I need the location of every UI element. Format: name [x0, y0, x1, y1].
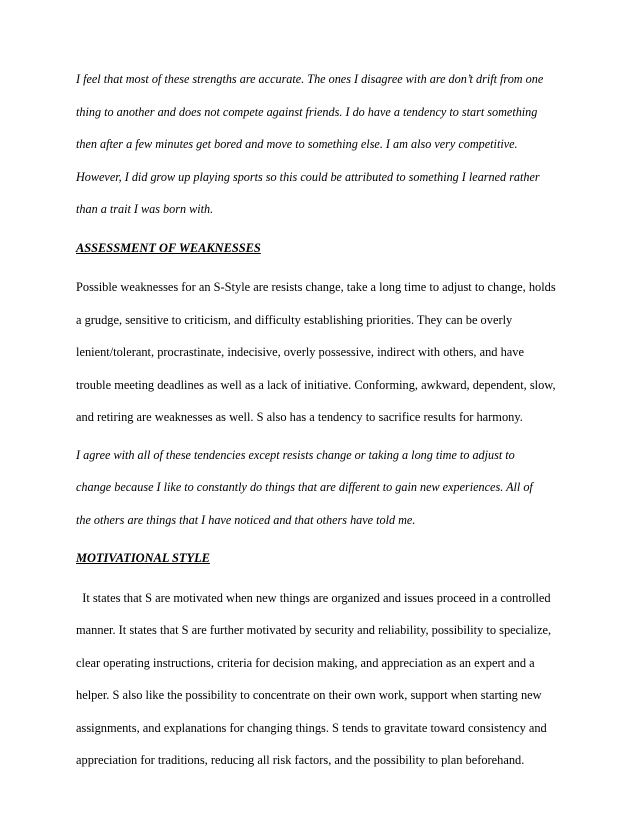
motivational-heading: MOTIVATIONAL STYLE [76, 551, 210, 565]
paragraph-line: helper. S also like the possibility to concentrate on their own work, support when starting new [76, 688, 542, 702]
paragraph-line: and retiring are weaknesses as well. S also has a tendency to sacrifice results for harmony. [76, 410, 523, 424]
paragraph-line: manner. It states that S are further motivated by security and reliability, possibility to specialize, [76, 623, 552, 637]
paragraph-line: lenient/tolerant, procrastinate, indecisive, overly possessive, indirect with others, and have [76, 345, 524, 359]
weaknesses-response-paragraph [76, 439, 566, 537]
paragraph-line: a grudge, sensitive to criticism, and difficulty establishing priorities. They can be overly [76, 312, 513, 327]
paragraph-line: appreciation for traditions, reducing all risk factors, and the possibility to plan beforehand. [76, 753, 525, 767]
paragraph-line: clear operating instructions, criteria for decision making, and appreciation as an expert and a [76, 655, 535, 670]
paragraph-line: change because I like to constantly do things that are different to gain new experiences. All of [76, 480, 533, 494]
paragraph-line: I agree with all of these tendencies except resists change or taking a long time to adjust to [76, 447, 515, 462]
document-body [76, 63, 566, 777]
paragraph-line: thing to another and does not compete against friends. I do have a tendency to start something [76, 104, 538, 119]
weaknesses-heading: ASSESSMENT OF WEAKNESSES [76, 240, 261, 255]
paragraph-line: I feel that most of these strengths are accurate. The ones I disagree with are don’t drift from one [76, 72, 544, 86]
paragraph-line: Possible weaknesses for an S-Style are resists change, take a long time to adjust to change, holds [76, 280, 556, 294]
paragraph-line: trouble meeting deadlines as well as a lack of initiative. Conforming, awkward, dependent, slow, [76, 377, 556, 392]
weaknesses-paragraph [76, 271, 566, 434]
paragraph-line: than a trait I was born with. [76, 202, 214, 216]
paragraph-line: then after a few minutes get bored and move to something else. I am also very competitive. [76, 137, 518, 151]
paragraph-line: the others are things that I have noticed and that others have told me. [76, 512, 416, 527]
motivational-paragraph [76, 582, 566, 777]
paragraph-line: However, I did grow up playing sports so this could be attributed to something I learned rather [76, 169, 540, 184]
paragraph-line: assignments, and explanations for changing things. S tends to gravitate toward consistency and [76, 720, 547, 735]
strengths-response-paragraph [76, 63, 566, 226]
paragraph-line: It states that S are motivated when new things are organized and issues proceed in a controlled [76, 590, 551, 605]
